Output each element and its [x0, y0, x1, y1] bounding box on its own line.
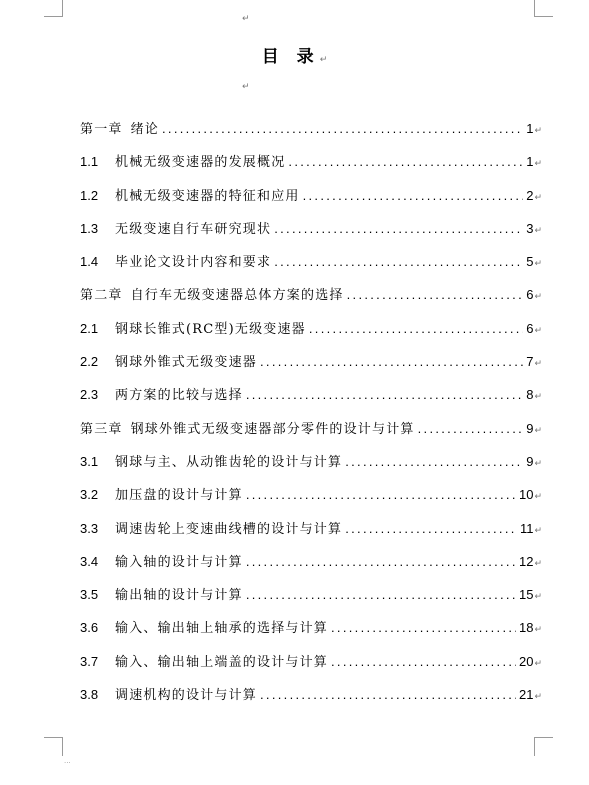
paragraph-mark-icon: ↵	[534, 225, 542, 236]
toc-entry-number: 3.6	[80, 620, 99, 636]
toc-leader-dots	[345, 445, 523, 478]
toc-entry-page-number: 10	[518, 487, 534, 503]
toc-leader-dots	[331, 611, 516, 644]
toc-entry-number: 3.4	[80, 553, 99, 569]
toc-leader-dots	[162, 112, 523, 145]
toc-entry-page-number: 2	[526, 187, 534, 203]
toc-leader-dots	[260, 678, 516, 711]
crop-mark-top-right	[534, 0, 553, 17]
toc-entry[interactable]	[80, 412, 542, 445]
toc-entry-page-number: 3	[526, 220, 534, 236]
toc-entry-page-number: 6	[526, 287, 534, 303]
toc-entry-label: 钢球与主、从动锥齿轮的设计与计算	[115, 454, 343, 470]
toc-entry-label: 加压盘的设计与计算	[115, 488, 243, 504]
toc-leader-dots	[331, 645, 516, 678]
toc-leader-dots	[347, 278, 524, 311]
toc-entry-number: 2.2	[80, 354, 99, 370]
paragraph-mark-icon: ↵	[534, 558, 542, 569]
toc-entry-number: 2.1	[80, 320, 99, 336]
paragraph-mark-icon: ↵	[534, 525, 542, 536]
toc-entry[interactable]	[80, 112, 542, 145]
toc-entry[interactable]	[80, 445, 542, 478]
toc-entry[interactable]	[80, 378, 542, 411]
paragraph-mark-icon: ↵	[534, 692, 542, 703]
toc-entry-number: 2.3	[80, 387, 99, 403]
toc-entry-page-number: 6	[526, 320, 534, 336]
toc-entry-page-number: 8	[526, 387, 534, 403]
table-of-contents	[80, 112, 542, 711]
paragraph-mark-icon: ↵	[534, 592, 542, 603]
toc-entry-number: 1.1	[80, 154, 99, 170]
toc-entry[interactable]	[80, 578, 542, 611]
toc-entry[interactable]	[80, 611, 542, 644]
toc-entry-label: 机械无级变速器的发展概况	[115, 155, 286, 171]
toc-entry-page-number: 12	[518, 553, 534, 569]
toc-leader-dots	[246, 478, 516, 511]
toc-entry-number: 第一章	[80, 122, 123, 137]
toc-entry-number: 3.8	[80, 687, 99, 703]
toc-entry-page-number: 9	[526, 420, 534, 436]
footer-mark: ...	[64, 757, 71, 765]
paragraph-mark-icon: ↵	[534, 325, 542, 336]
toc-entry-number: 1.2	[80, 187, 99, 203]
toc-entry-label: 钢球长锥式(RC型)无级变速器	[115, 321, 306, 337]
toc-entry-number: 3.3	[80, 520, 99, 536]
toc-leader-dots	[288, 145, 523, 178]
toc-entry[interactable]	[80, 312, 542, 345]
paragraph-mark-icon: ↵	[534, 425, 542, 436]
paragraph-mark-icon: ↵	[534, 658, 542, 669]
page-title	[0, 42, 589, 67]
toc-entry-label: 输入轴的设计与计算	[115, 554, 243, 570]
toc-entry[interactable]	[80, 478, 542, 511]
toc-entry[interactable]	[80, 245, 542, 278]
toc-entry-page-number: 1	[526, 121, 534, 136]
paragraph-mark-icon: ↵	[534, 159, 542, 170]
toc-entry-label: 绪论	[130, 122, 160, 137]
toc-entry-number: 1.4	[80, 254, 99, 270]
toc-entry-page-number: 5	[526, 254, 534, 270]
toc-leader-dots	[260, 345, 523, 378]
paragraph-mark-icon: ↵	[534, 392, 542, 403]
paragraph-mark-icon: ↵	[242, 14, 250, 24]
toc-entry-label: 两方案的比较与选择	[115, 388, 243, 404]
toc-entry-page-number: 7	[526, 354, 534, 370]
toc-entry-label: 机械无级变速器的特征和应用	[115, 188, 300, 204]
toc-leader-dots	[418, 412, 524, 445]
toc-entry-number: 第二章	[80, 288, 123, 304]
paragraph-mark-icon: ↵	[534, 192, 542, 203]
toc-entry-number: 3.1	[80, 453, 99, 469]
toc-entry[interactable]	[80, 212, 542, 245]
toc-entry[interactable]	[80, 512, 542, 545]
toc-leader-dots	[345, 512, 517, 545]
toc-entry-number: 3.5	[80, 587, 99, 603]
toc-entry-label: 自行车无级变速器总体方案的选择	[130, 288, 344, 304]
toc-entry-label: 毕业论文设计内容和要求	[115, 255, 272, 271]
toc-entry-label: 输入、输出轴上端盖的设计与计算	[115, 654, 329, 670]
toc-entry-page-number: 21	[518, 687, 534, 703]
crop-mark-top-left	[44, 0, 63, 17]
toc-entry-page-number: 20	[518, 653, 534, 669]
toc-entry-page-number: 15	[518, 587, 534, 603]
paragraph-mark-icon: ↵	[534, 292, 542, 303]
toc-entry-label: 钢球外锥式无级变速器部分零件的设计与计算	[130, 421, 415, 437]
toc-leader-dots	[246, 578, 516, 611]
toc-leader-dots	[274, 212, 523, 245]
toc-entry[interactable]	[80, 678, 542, 711]
toc-entry[interactable]	[80, 278, 542, 311]
toc-entry-label: 输出轴的设计与计算	[115, 588, 243, 604]
toc-entry-number: 1.3	[80, 220, 99, 236]
toc-entry[interactable]	[80, 645, 542, 678]
toc-leader-dots	[246, 545, 516, 578]
paragraph-mark-icon: ↵	[534, 492, 542, 503]
toc-entry-label: 钢球外锥式无级变速器	[115, 355, 258, 371]
toc-entry[interactable]	[80, 545, 542, 578]
toc-entry-page-number: 1	[526, 154, 534, 170]
toc-entry-label: 调速机构的设计与计算	[115, 688, 258, 704]
paragraph-mark-icon: ↵	[534, 359, 542, 370]
toc-entry[interactable]	[80, 145, 542, 178]
toc-entry-page-number: 11	[519, 520, 534, 536]
toc-entry-page-number: 18	[518, 620, 534, 636]
toc-leader-dots	[309, 312, 523, 345]
crop-mark-bottom-right	[534, 737, 553, 756]
toc-entry-number: 3.7	[80, 653, 99, 669]
paragraph-mark-icon: ↵	[534, 625, 542, 636]
paragraph-mark-icon: ↵	[534, 126, 542, 136]
paragraph-mark-icon: ↵	[534, 458, 542, 469]
paragraph-mark-icon: ↵	[319, 55, 328, 65]
toc-entry-number: 第三章	[80, 421, 123, 437]
crop-mark-bottom-left	[44, 737, 63, 756]
toc-entry-label: 输入、输出轴上轴承的选择与计算	[115, 621, 329, 637]
toc-leader-dots	[246, 378, 523, 411]
page-title-text: 目 录	[261, 47, 320, 67]
paragraph-mark-icon: ↵	[242, 82, 250, 92]
toc-entry[interactable]	[80, 345, 542, 378]
paragraph-mark-icon: ↵	[534, 259, 542, 270]
toc-leader-dots	[303, 179, 524, 212]
toc-entry-label: 无级变速自行车研究现状	[115, 221, 272, 237]
toc-entry-label: 调速齿轮上变速曲线槽的设计与计算	[115, 521, 343, 537]
toc-entry[interactable]	[80, 179, 542, 212]
toc-entry-page-number: 9	[526, 453, 534, 469]
toc-leader-dots	[274, 245, 523, 278]
toc-entry-number: 3.2	[80, 487, 99, 503]
